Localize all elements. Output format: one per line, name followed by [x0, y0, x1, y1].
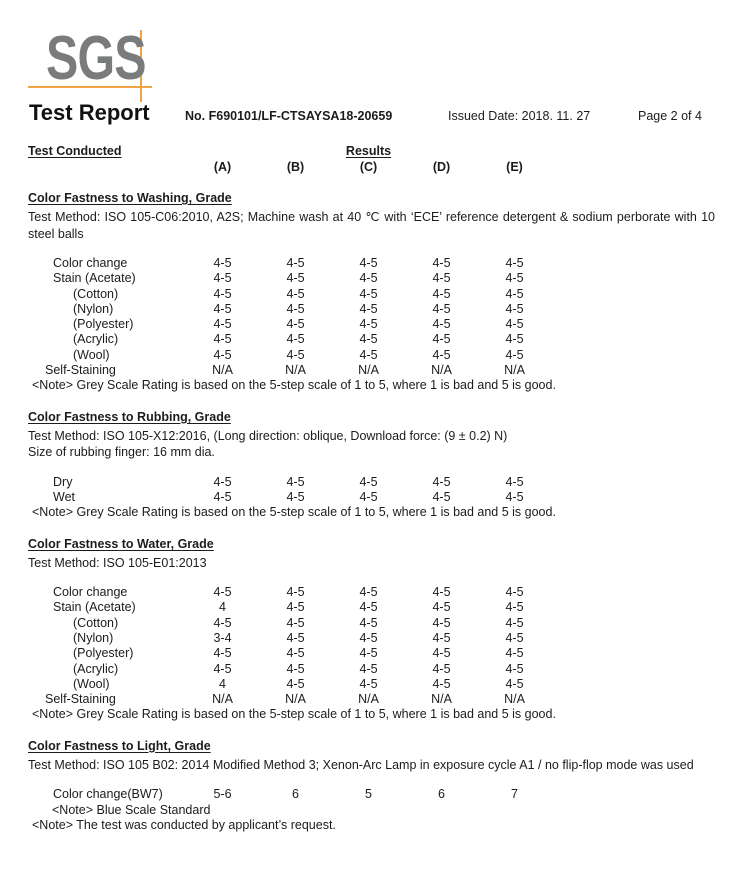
results-heading: Results — [345, 144, 392, 158]
result-value: 4-5 — [359, 646, 378, 661]
result-value: 4-5 — [359, 256, 378, 270]
grey-scale-note: <Note> Grey Scale Rating is based on the 5-step scale of 1 to 5, where 1 is bad and 5 is good. — [32, 707, 556, 722]
result-value: 4-5 — [359, 585, 378, 600]
result-value: 4-5 — [359, 661, 378, 676]
result-value: 4-5 — [432, 630, 451, 645]
grey-scale-note: <Note> Grey Scale Rating is based on the 5-step scale of 1 to 5, where 1 is bad and 5 is good. — [32, 378, 556, 393]
result-value: 4-5 — [359, 600, 378, 615]
result-value: 4-5 — [432, 301, 451, 316]
column-b: (B) — [286, 160, 305, 174]
result-value: 4-5 — [359, 474, 378, 489]
table-row — [28, 348, 715, 363]
result-value: 4-5 — [213, 271, 232, 286]
result-value: 4-5 — [213, 585, 232, 600]
test-method: Test Method: ISO 105-C06:2010, A2S; Machine wash at 40 ℃ with ‘ECE’ reference detergent & sodium perborate with 10 steel balls — [28, 210, 715, 241]
result-value: 4-5 — [359, 317, 378, 332]
table-row — [28, 692, 715, 707]
row-label: Stain (Acetate) — [53, 271, 136, 286]
table-row — [28, 332, 715, 347]
row-label: Self-Staining — [45, 692, 116, 707]
section-title: Color Fastness to Rubbing, Grade — [28, 409, 231, 424]
result-value: 4-5 — [213, 317, 232, 332]
result-value: 4-5 — [432, 585, 451, 600]
result-value: 4-5 — [286, 332, 305, 347]
row-label: Color change(BW7) — [53, 787, 163, 802]
section-rubbing — [28, 409, 715, 521]
result-value: 4-5 — [213, 615, 232, 630]
result-value: 4-5 — [432, 256, 451, 270]
section-washing — [28, 190, 715, 394]
sgs-logo-text: SGS — [46, 24, 146, 93]
result-value: 4-5 — [286, 347, 305, 362]
result-value: 4-5 — [359, 615, 378, 630]
row-label: Stain (Acetate) — [53, 600, 136, 615]
result-value: 4-5 — [213, 332, 232, 347]
section-light — [28, 738, 715, 833]
row-label: (Cotton) — [73, 286, 119, 301]
table-row — [28, 317, 715, 332]
result-value: 4-5 — [505, 676, 524, 691]
result-value: 4-5 — [359, 332, 378, 347]
result-value: 5 — [365, 787, 372, 802]
result-value: 4-5 — [432, 474, 451, 489]
section-water — [28, 536, 715, 723]
table-row — [28, 616, 715, 631]
row-label: Color change — [53, 585, 128, 600]
result-value: 4-5 — [286, 474, 305, 489]
result-value: 4-5 — [505, 256, 524, 270]
result-value: 4-5 — [432, 332, 451, 347]
result-value: 4-5 — [505, 646, 524, 661]
result-value: 4-5 — [505, 317, 524, 332]
section-title: Color Fastness to Washing, Grade — [28, 191, 232, 205]
result-value: 4-5 — [286, 301, 305, 316]
row-label: Self-Staining — [45, 363, 116, 378]
table-row — [28, 475, 715, 490]
row-label: (Wool) — [73, 347, 110, 362]
result-value: 4-5 — [505, 600, 524, 615]
column-c: (C) — [359, 160, 378, 174]
result-value: 4-5 — [286, 286, 305, 301]
result-value: N/A — [358, 363, 379, 378]
result-value: N/A — [504, 692, 525, 707]
result-value: 4-5 — [359, 271, 378, 286]
result-value: 4-5 — [213, 347, 232, 362]
result-value: 4-5 — [213, 646, 232, 661]
result-value: 4-5 — [432, 661, 451, 676]
row-label: (Acrylic) — [73, 332, 119, 347]
result-value: 4-5 — [286, 585, 305, 600]
result-value: 4-5 — [432, 489, 451, 504]
row-label: (Nylon) — [73, 301, 114, 316]
result-value: 4-5 — [432, 317, 451, 332]
section-title: Color Fastness to Water, Grade — [28, 536, 214, 551]
result-value: 4-5 — [286, 676, 305, 691]
table-row — [28, 271, 715, 286]
result-value: 4-5 — [286, 489, 305, 504]
result-value: 4-5 — [505, 474, 524, 489]
result-value: 4-5 — [505, 332, 524, 347]
result-value: N/A — [212, 363, 233, 378]
results-table — [28, 475, 715, 506]
results-header-row — [28, 143, 715, 159]
result-value: 4-5 — [432, 286, 451, 301]
result-value: 4 — [219, 600, 226, 615]
result-value: N/A — [212, 692, 233, 707]
result-value: 4-5 — [286, 630, 305, 645]
result-value: 4-5 — [286, 271, 305, 286]
result-value: 4-5 — [286, 256, 305, 270]
test-method: Test Method: ISO 105-X12:2016, (Long direction: oblique, Download force: (9 ± 0.2) N) — [28, 428, 508, 443]
row-label: (Polyester) — [73, 646, 134, 661]
column-e: (E) — [506, 160, 523, 174]
test-conducted-heading: Test Conducted — [28, 144, 122, 158]
result-value: 6 — [292, 787, 299, 802]
result-value: 4-5 — [359, 676, 378, 691]
result-value: 4-5 — [432, 646, 451, 661]
table-row — [28, 363, 715, 378]
result-value: 4-5 — [432, 271, 451, 286]
table-row — [28, 787, 715, 802]
result-value: 4-5 — [286, 317, 305, 332]
page-number: Page 2 of 4 — [638, 109, 702, 123]
result-value: N/A — [504, 363, 525, 378]
result-value: N/A — [285, 363, 306, 378]
results-table — [28, 787, 715, 802]
result-value: 4-5 — [286, 615, 305, 630]
result-value: 3-4 — [213, 630, 232, 645]
grey-scale-note: <Note> Grey Scale Rating is based on the 5-step scale of 1 to 5, where 1 is bad and 5 is good. — [32, 505, 556, 520]
result-value: 4-5 — [432, 676, 451, 691]
result-value: 4-5 — [432, 615, 451, 630]
result-value: 4 — [219, 676, 226, 691]
table-row — [28, 585, 715, 600]
test-method: Test Method: ISO 105-E01:2013 — [28, 555, 207, 570]
table-row — [28, 302, 715, 317]
result-value: 4-5 — [286, 646, 305, 661]
result-value: N/A — [431, 692, 452, 707]
row-label: (Nylon) — [73, 630, 114, 645]
result-value: 4-5 — [286, 600, 305, 615]
result-value: 4-5 — [359, 286, 378, 301]
column-d: (D) — [432, 160, 451, 174]
row-label: (Polyester) — [73, 317, 134, 332]
row-label: Dry — [53, 474, 73, 489]
sgs-logo — [0, 0, 200, 110]
report-number: No. F690101/LF-CTSAYSA18-20659 — [185, 109, 393, 123]
column-a: (A) — [213, 160, 232, 174]
table-row — [28, 256, 715, 271]
result-value: 4-5 — [359, 489, 378, 504]
result-value: 4-5 — [505, 347, 524, 362]
test-method: Test Method: ISO 105 B02: 2014 Modified Method 3; Xenon-Arc Lamp in exposure cycle A1 / no flip-flop mode was used — [28, 757, 694, 772]
result-value: 6 — [438, 787, 445, 802]
result-value: 4-5 — [505, 271, 524, 286]
section-title: Color Fastness to Light, Grade — [28, 738, 211, 753]
result-value: 4-5 — [505, 585, 524, 600]
table-row — [28, 287, 715, 302]
result-value: 4-5 — [359, 301, 378, 316]
result-value: N/A — [285, 692, 306, 707]
result-value: 4-5 — [432, 347, 451, 362]
result-value: 4-5 — [213, 286, 232, 301]
result-value: 4-5 — [213, 661, 232, 676]
result-value: 4-5 — [505, 301, 524, 316]
table-row — [28, 631, 715, 646]
result-value: 7 — [511, 787, 518, 802]
column-letters-row — [28, 159, 715, 175]
report-body — [28, 143, 715, 833]
result-value: 4-5 — [286, 661, 305, 676]
row-label: (Wool) — [73, 676, 110, 691]
row-label: Color change — [53, 256, 128, 270]
result-value: 5-6 — [213, 787, 232, 802]
table-row — [28, 677, 715, 692]
result-value: 4-5 — [505, 489, 524, 504]
result-value: 4-5 — [213, 301, 232, 316]
test-method-line2: Size of rubbing finger: 16 mm dia. — [28, 445, 215, 460]
row-label: (Acrylic) — [73, 661, 119, 676]
result-value: 4-5 — [505, 615, 524, 630]
table-row — [28, 646, 715, 661]
result-value: 4-5 — [213, 474, 232, 489]
result-value: N/A — [358, 692, 379, 707]
blue-scale-note: <Note> Blue Scale Standard — [52, 802, 211, 817]
result-value: 4-5 — [505, 286, 524, 301]
result-value: 4-5 — [505, 630, 524, 645]
result-value: 4-5 — [359, 630, 378, 645]
issued-date: Issued Date: 2018. 11. 27 — [448, 109, 591, 123]
results-table — [28, 256, 715, 378]
result-value: 4-5 — [505, 661, 524, 676]
table-row — [28, 490, 715, 505]
result-value: 4-5 — [213, 256, 232, 270]
page-title: Test Report — [29, 100, 150, 125]
result-value: N/A — [431, 363, 452, 378]
result-value: 4-5 — [432, 600, 451, 615]
table-row — [28, 600, 715, 615]
row-label: Wet — [53, 489, 75, 504]
applicant-request-note: <Note> The test was conducted by applicant’s request. — [32, 817, 336, 832]
results-table — [28, 585, 715, 707]
result-value: 4-5 — [213, 489, 232, 504]
row-label: (Cotton) — [73, 615, 119, 630]
result-value: 4-5 — [359, 347, 378, 362]
table-row — [28, 662, 715, 677]
